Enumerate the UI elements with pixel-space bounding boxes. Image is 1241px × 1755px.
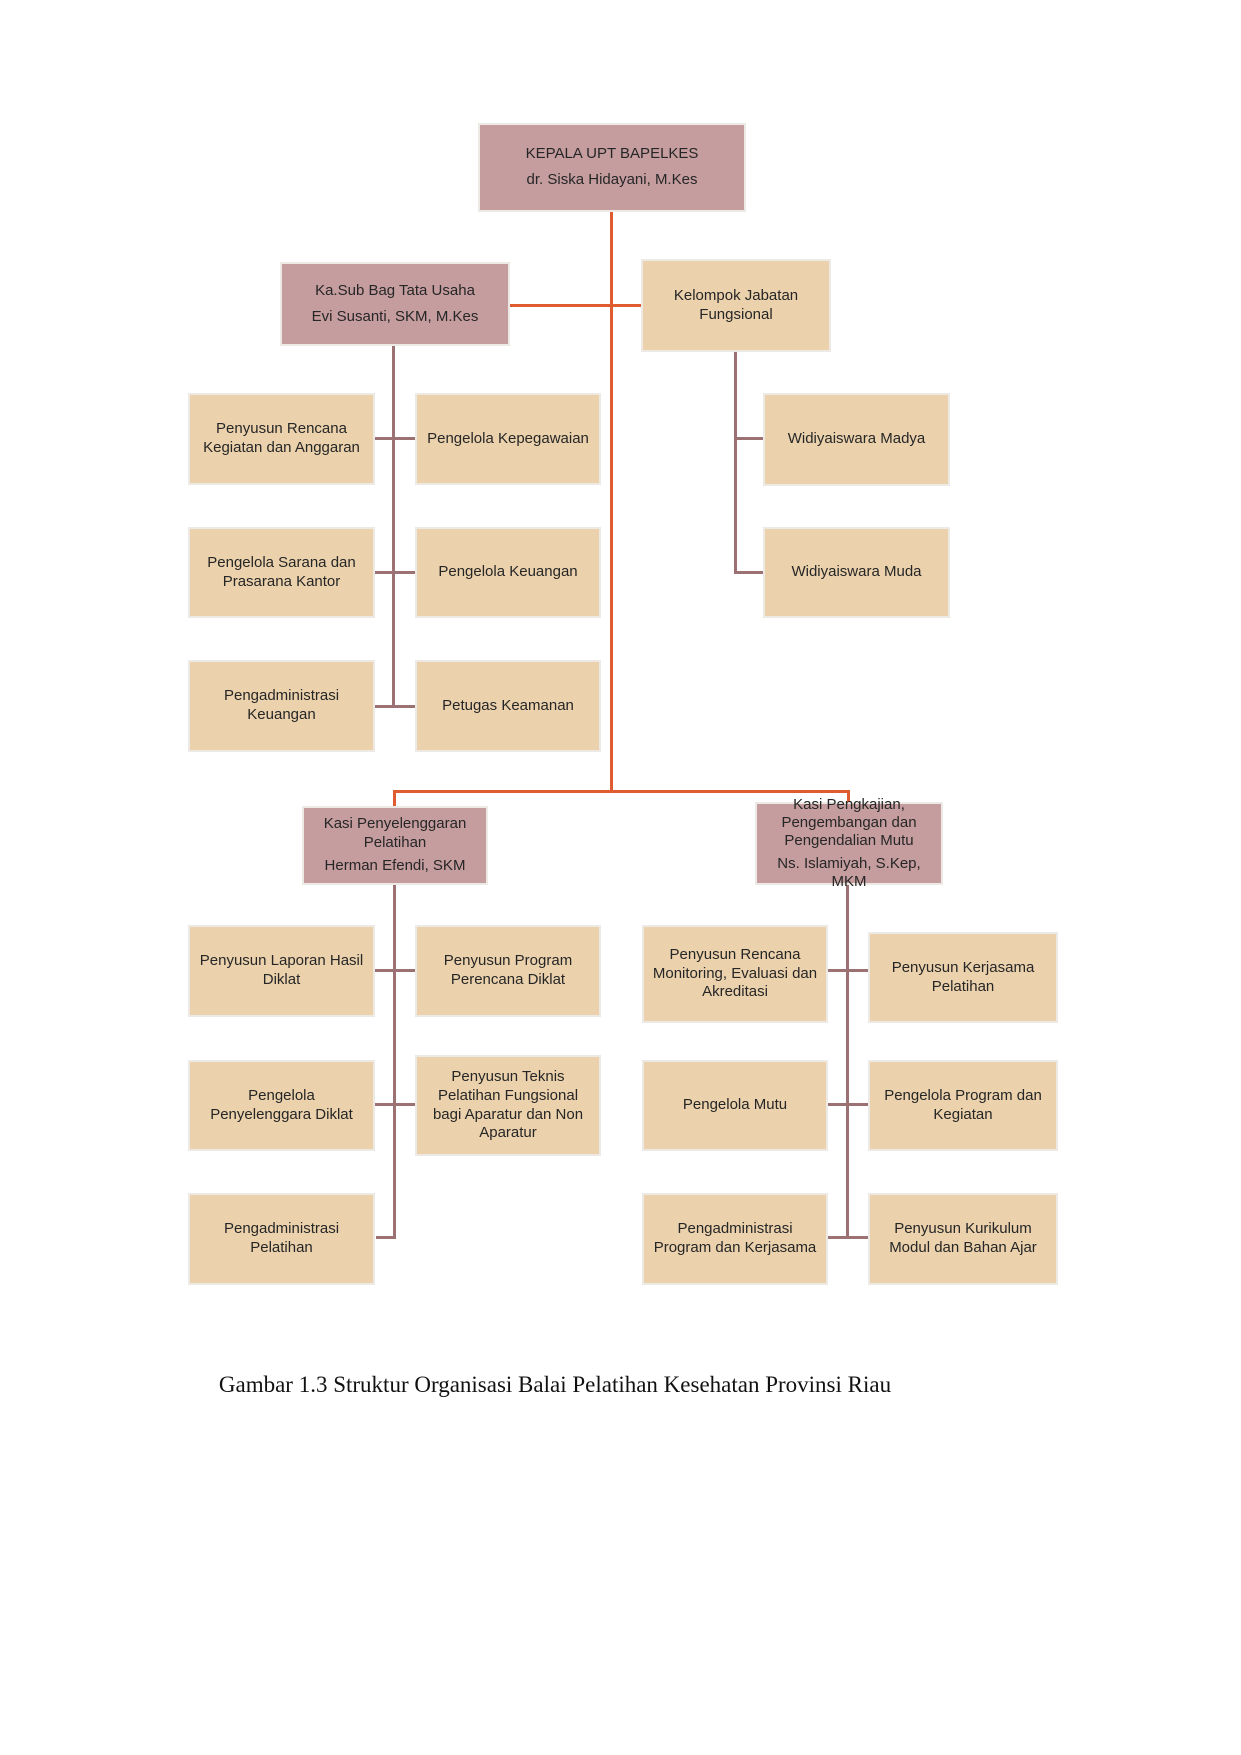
node-penyusun-kurikulum-modul-bahan-ajar xyxy=(868,1193,1058,1285)
connector-fungsional-row2 xyxy=(734,571,763,574)
node-title: Pengelola Keuangan xyxy=(438,563,578,581)
node-title: Pengelola Penyelenggara Diklat xyxy=(210,1086,353,1123)
node-title: Kasi Pengkajian, Pengembangan dan Pengendalian Mutu xyxy=(781,796,917,849)
node-title: KEPALA UPT BAPELKES xyxy=(525,145,699,163)
connector-tu-row3 xyxy=(375,705,415,708)
node-penyusun-rencana-monitoring-evaluasi-akreditasi xyxy=(642,925,828,1023)
connector-penyelenggaraan-row2 xyxy=(375,1103,415,1106)
node-title: Penyusun Teknis Pelatihan Fungsional bagi Aparatur dan Non Aparatur xyxy=(432,1068,584,1142)
node-pengadministrasi-keuangan xyxy=(188,660,375,752)
connector-fungsional-row1 xyxy=(734,437,763,440)
node-penyusun-laporan-hasil-diklat xyxy=(188,925,375,1017)
node-person: dr. Siska Hidayani, M.Kes xyxy=(526,171,698,188)
connector-pengkajian-vertical xyxy=(846,885,849,1239)
figure-caption: Gambar 1.3 Struktur Organisasi Balai Pelatihan Kesehatan Provinsi Riau xyxy=(218,1372,892,1397)
node-kelompok-jabatan-fungsional xyxy=(641,259,831,352)
node-person: Ns. Islamiyah, S.Kep, MKM xyxy=(777,855,921,890)
connector-tu-vertical xyxy=(392,346,395,707)
node-title: Pengadministrasi Program dan Kerjasama xyxy=(653,1220,817,1256)
node-penyusun-rencana-kegiatan-anggaran xyxy=(188,393,375,485)
node-title: Pengelola Program dan Kegiatan xyxy=(884,1086,1042,1123)
node-widiyaiswara-madya xyxy=(763,393,950,486)
node-widiyaiswara-muda xyxy=(763,527,950,618)
node-title: Kelompok Jabatan Fungsional xyxy=(673,286,799,323)
connector-pengkajian-row3 xyxy=(828,1236,868,1239)
node-title: Widiyaiswara Muda xyxy=(791,563,922,581)
node-title: Penyusun Rencana Monitoring, Evaluasi dan Akreditasi xyxy=(652,945,818,1001)
node-title: Ka.Sub Bag Tata Usaha xyxy=(315,281,475,299)
node-title: Pengelola Sarana dan Prasarana Kantor xyxy=(207,553,356,590)
node-pengelola-program-kegiatan xyxy=(868,1060,1058,1151)
connector-fungsional-vertical xyxy=(734,352,737,574)
node-pengelola-penyelenggara-diklat xyxy=(188,1060,375,1151)
node-pengadministrasi-program-kerjasama xyxy=(642,1193,828,1285)
node-title: Petugas Keamanan xyxy=(442,696,574,714)
node-kasi-penyelenggaraan-pelatihan xyxy=(302,806,488,885)
node-kasi-pengkajian-pengembangan-mutu xyxy=(755,796,943,890)
connector-kasi1-drop xyxy=(393,790,396,806)
connector-tu-row1 xyxy=(375,437,415,440)
node-pengadministrasi-pelatihan xyxy=(188,1193,375,1285)
connector-pengkajian-row2 xyxy=(828,1103,868,1106)
node-penyusun-program-perencana-diklat xyxy=(415,925,601,1017)
node-title: Penyusun Kurikulum Modul dan Bahan Ajar xyxy=(889,1220,1037,1256)
node-title: Widiyaiswara Madya xyxy=(787,430,926,448)
node-title: Pengadministrasi Keuangan xyxy=(223,687,340,723)
connector-penyelenggaraan-row1 xyxy=(375,969,415,972)
connector-main-vertical xyxy=(610,212,613,791)
node-title: Pengadministrasi Pelatihan xyxy=(223,1220,340,1256)
node-title: Penyusun Rencana Kegiatan dan Anggaran xyxy=(203,420,360,456)
node-penyusun-kerjasama-pelatihan xyxy=(868,932,1058,1023)
node-penyusun-teknis-pelatihan-fungsional xyxy=(415,1055,601,1156)
node-pengelola-sarana-prasarana xyxy=(188,527,375,618)
connector-pengkajian-row1 xyxy=(828,969,868,972)
node-person: Evi Susanti, SKM, M.Kes xyxy=(311,307,479,325)
node-petugas-keamanan xyxy=(415,660,601,752)
node-kasubbag-tata-usaha xyxy=(280,262,510,346)
node-title: Kasi Penyelenggaran Pelatihan xyxy=(323,814,467,851)
connector-tu-row2 xyxy=(375,571,415,574)
node-pengelola-kepegawaian xyxy=(415,393,601,485)
node-title: Pengelola Kepegawaian xyxy=(427,429,589,447)
node-title: Penyusun Program Perencana Diklat xyxy=(443,952,573,988)
connector-kasubbag-kelompok xyxy=(510,304,641,307)
node-person: Herman Efendi, SKM xyxy=(324,857,466,875)
node-pengelola-mutu xyxy=(642,1060,828,1151)
node-kepala-upt-bapelkes xyxy=(478,123,746,212)
connector-penyelenggaraan-vertical xyxy=(393,885,396,1239)
node-title: Penyusun Kerjasama Pelatihan xyxy=(891,958,1035,995)
node-title: Pengelola Mutu xyxy=(682,1096,788,1114)
node-pengelola-keuangan xyxy=(415,527,601,618)
node-title: Penyusun Laporan Hasil Diklat xyxy=(199,952,364,988)
connector-penyelenggaraan-row3 xyxy=(376,1236,396,1239)
connector-kasi-branch xyxy=(393,790,850,793)
